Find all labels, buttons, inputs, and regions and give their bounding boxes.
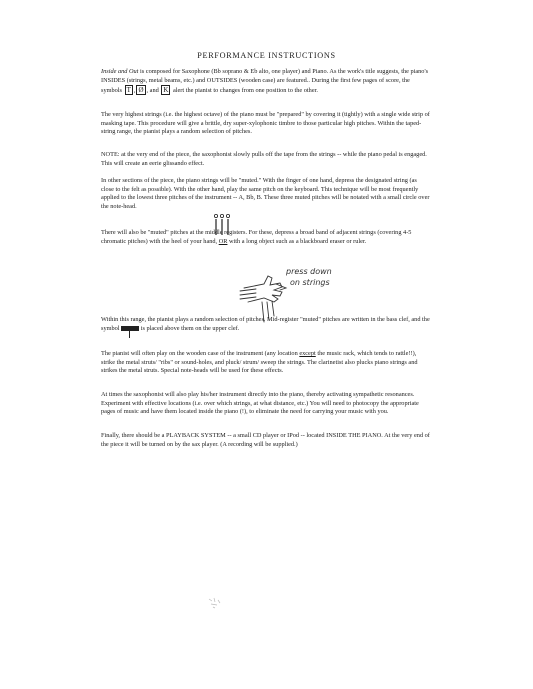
sketch-caption-line2: on strings	[290, 278, 330, 287]
paragraph-wooden-case: The pianist will often play on the wooden case of the instrument (any location except the music rack, which tends to rattle!!), strike the metal struts/ "ribs" or sound-holes, and pluck/ strum/ sweep the strings. The clarinetist also plucks piano strings and strikes the metal struts. Special note-heads will be used for these effects.	[101, 350, 418, 375]
paragraph-sympathetic-resonances: At times the saxophonist will also play his/her instrument directly into the piano, thereby activating sympathetic resonances. Experiment with effective locations (i.e. over which strings, at what distance, etc.) You will need to photocopy the appropriate pages of music and have them located inside the piano (!), to eliminate the need for carrying your music with you.	[101, 391, 419, 416]
paragraph-muted-strings: In other sections of the piece, the piano strings will be "muted." With the finger of one hand, depress the designated string (as close to the felt as possible). With the other hand, play the same pitch on the keyboard. This technique will be most frequently applied to the lowest three pitches of the instrument -- A, Bb, B. These three muted pitches will be notated with a small circle over the note-head.	[101, 177, 430, 210]
symbol-o: Ø	[138, 86, 144, 95]
symbol-t: T	[126, 86, 131, 95]
paragraph-intro: Inside and Out is composed for Saxophone (Bb soprano & Eb alto, one player) and Piano. As the work's title suggests, the piano's INSIDES (strings, metal beams, etc.) and OUTSIDES (wooden case) are featured.. During the first few pages of score, the symbols T , Ø , and K alert the pianist to changes from one position to the other.	[101, 68, 429, 95]
sketch-caption-line1: press down	[286, 267, 332, 276]
paragraph-prepared-strings: The very highest strings (i.e. the highest octave) of the piano must be "prepared" by covering it (tightly) with a single wide strip of masking tape. This procedure will give a brittle, dry super-xylophonic timbre to those particular high pitches. Within the taped-string range, the pianist plays a random selection of pitches.	[101, 111, 430, 136]
paragraph-middle-registers: There will also be "muted" pitches at the middle registers. For these, depress a broad band of adjacent strings (covering 4-5 chromatic pitches) with the heel of your hand, OR with a long object such as a blackboard eraser or ruler.	[101, 229, 412, 245]
paragraph-note: NOTE: at the very end of the piece, the saxophonist slowly pulls off the tape from the strings -- while the piano pedal is engaged. This will create an eerie glissando effect.	[101, 151, 427, 167]
paragraph-random-pitches: Within this range, the pianist plays a random selection of pitches. Mid-register "muted" pitches are written in the bass clef, and the symbol is placed above them on the upper clef.	[101, 316, 430, 332]
scan-smudge-icon	[205, 596, 225, 610]
symbol-k: K	[163, 86, 169, 95]
muted-cluster-symbol-icon	[121, 326, 139, 331]
paragraph-playback-system: Finally, there should be a PLAYBACK SYSTEM -- a small CD player or IPod -- located INSIDE THE PIANO. At the very end of the piece it will be turned on by the sax player. (A recording will be supplied.)	[101, 432, 430, 448]
work-title: Inside and Out	[101, 68, 139, 75]
page-title: PERFORMANCE INSTRUCTIONS	[197, 51, 336, 60]
